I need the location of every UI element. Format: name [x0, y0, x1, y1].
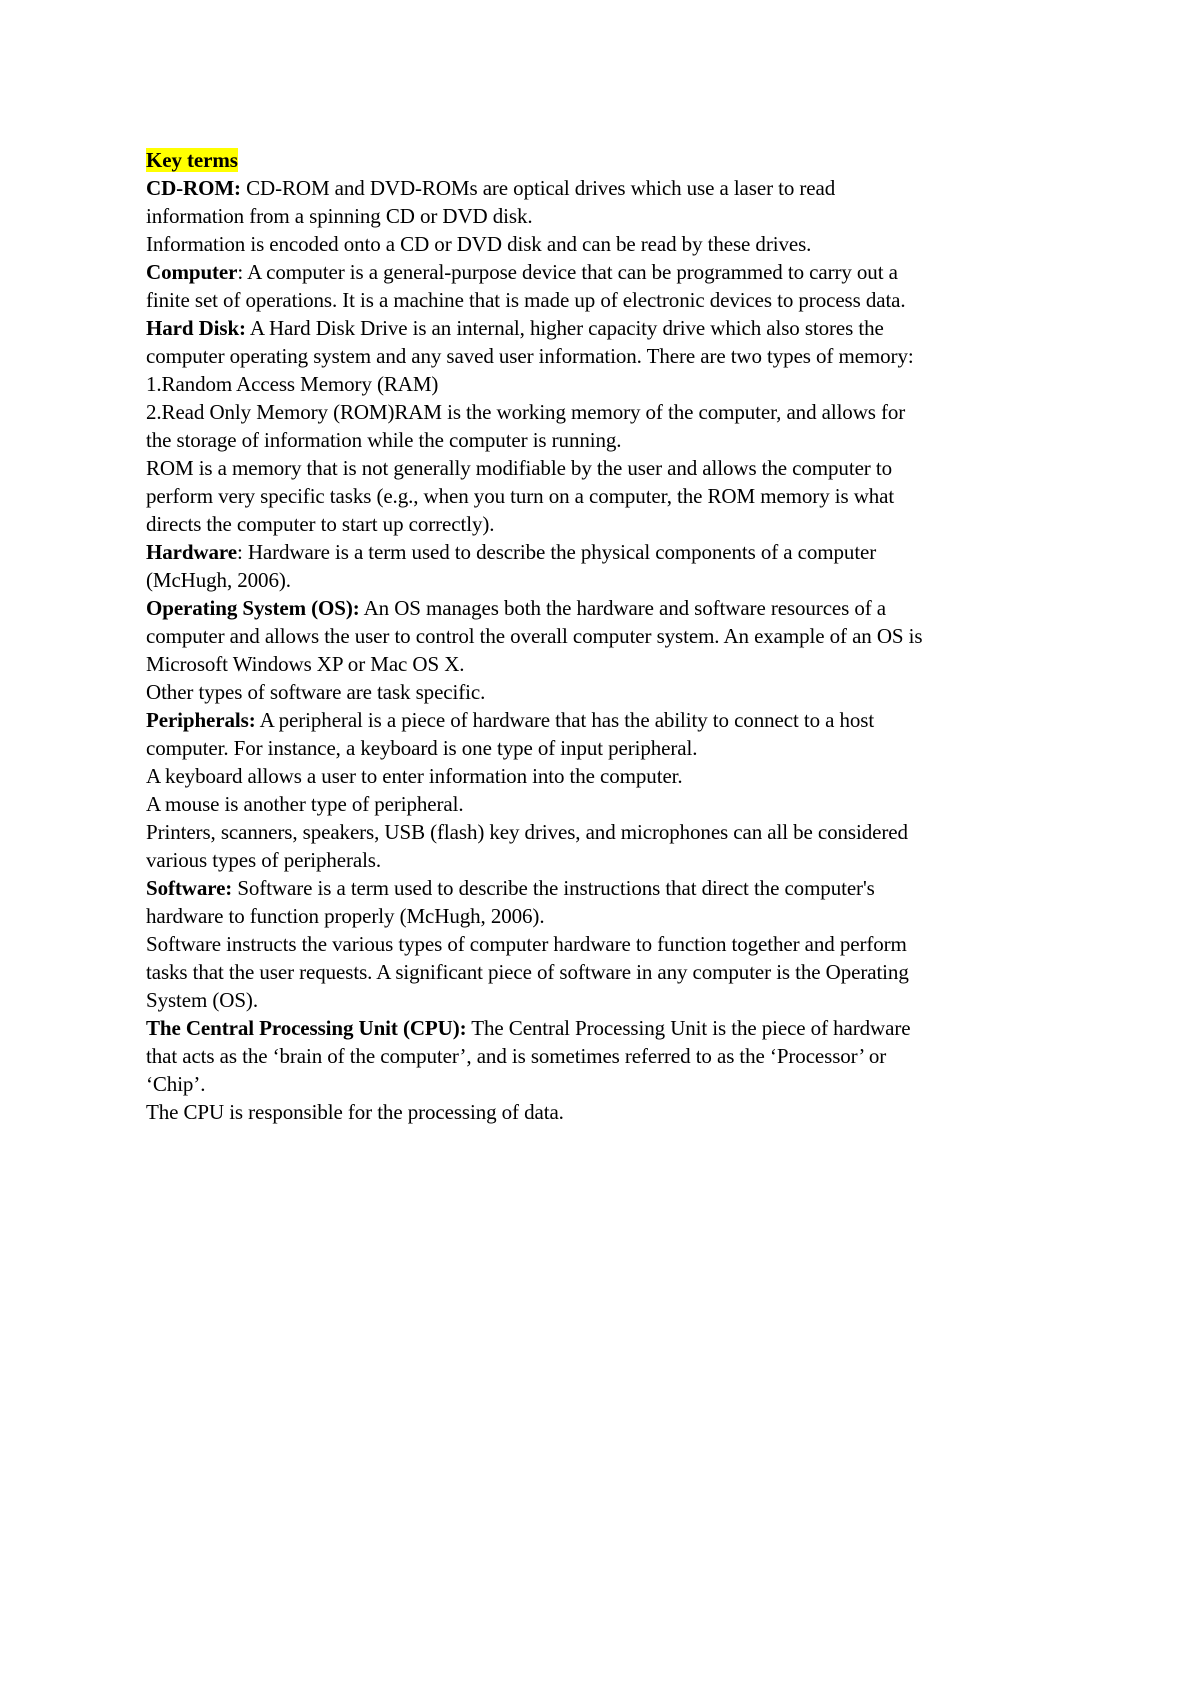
text-line [146, 1070, 1076, 1098]
line-text: ‘Chip’. [146, 1072, 206, 1096]
line-text: the storage of information while the computer is running. [146, 428, 622, 452]
term-label: Computer [146, 260, 238, 284]
line-text: The Central Processing Unit is the piece of hardware [466, 1016, 911, 1040]
text-line [146, 846, 1076, 874]
text-line [146, 510, 1076, 538]
line-text: : A computer is a general-purpose device that can be programmed to carry out a [237, 260, 898, 284]
line-text: : Hardware is a term used to describe the physical components of a computer [236, 540, 877, 564]
key-terms-list [146, 174, 1076, 1126]
line-text: Other types of software are task specific. [146, 680, 486, 704]
text-line [146, 874, 1076, 902]
text-line [146, 790, 1076, 818]
text-line [146, 762, 1076, 790]
term-label: The Central Processing Unit (CPU): [146, 1016, 467, 1040]
term-label: Operating System (OS): [146, 596, 360, 620]
line-text: tasks that the user requests. A significant piece of software in any computer is the Operating [146, 960, 909, 984]
line-text: information from a spinning CD or DVD disk. [146, 204, 533, 228]
text-line [146, 482, 1076, 510]
line-text: various types of peripherals. [146, 848, 382, 872]
heading-line [146, 146, 1076, 174]
text-line [146, 174, 1076, 202]
line-text: A peripheral is a piece of hardware that has the ability to connect to a host [255, 708, 875, 732]
text-line [146, 454, 1076, 482]
line-text: A mouse is another type of peripheral. [146, 792, 464, 816]
text-line [146, 958, 1076, 986]
line-text: 2.Read Only Memory (ROM)RAM is the working memory of the computer, and allows for [146, 400, 906, 424]
text-line [146, 538, 1076, 566]
text-line [146, 566, 1076, 594]
line-text: hardware to function properly (McHugh, 2006). [146, 904, 545, 928]
text-line [146, 594, 1076, 622]
line-text: computer and allows the user to control the overall computer system. An example of an OS is [146, 624, 923, 648]
term-label: Hard Disk: [146, 316, 246, 340]
line-text: Microsoft Windows XP or Mac OS X. [146, 652, 465, 676]
text-line [146, 230, 1076, 258]
line-text: Information is encoded onto a CD or DVD disk and can be read by these drives. [146, 232, 812, 256]
line-text: computer. For instance, a keyboard is one type of input peripheral. [146, 736, 698, 760]
text-line [146, 706, 1076, 734]
line-text: perform very specific tasks (e.g., when you turn on a computer, the ROM memory is what [146, 484, 895, 508]
text-line [146, 818, 1076, 846]
page-heading: Key terms [146, 148, 238, 172]
text-line [146, 314, 1076, 342]
term-label: Hardware [146, 540, 237, 564]
term-label: CD-ROM: [146, 176, 241, 200]
text-line [146, 258, 1076, 286]
text-line [146, 286, 1076, 314]
text-line [146, 678, 1076, 706]
line-text: Software is a term used to describe the instructions that direct the computer's [232, 876, 875, 900]
line-text: 1.Random Access Memory (RAM) [146, 372, 439, 396]
term-label: Software: [146, 876, 233, 900]
line-text: directs the computer to start up correctly). [146, 512, 495, 536]
text-line [146, 1014, 1076, 1042]
text-line [146, 622, 1076, 650]
line-text: computer operating system and any saved user information. There are two types of memory: [146, 344, 914, 368]
text-line [146, 734, 1076, 762]
line-text: Software instructs the various types of computer hardware to function together and perform [146, 932, 907, 956]
line-text: A keyboard allows a user to enter information into the computer. [146, 764, 683, 788]
text-line [146, 370, 1076, 398]
line-text: An OS manages both the hardware and software resources of a [359, 596, 887, 620]
line-text: that acts as the ‘brain of the computer’, and is sometimes referred to as the ‘Processor’ or [146, 1044, 887, 1068]
line-text: finite set of operations. It is a machine that is made up of electronic devices to process data. [146, 288, 906, 312]
text-line [146, 930, 1076, 958]
document-body [146, 146, 1076, 1126]
line-text: System (OS). [146, 988, 258, 1012]
line-text: (McHugh, 2006). [146, 568, 291, 592]
text-line [146, 902, 1076, 930]
line-text: Printers, scanners, speakers, USB (flash) key drives, and microphones can all be considered [146, 820, 908, 844]
text-line [146, 202, 1076, 230]
line-text: The CPU is responsible for the processing of data. [146, 1100, 564, 1124]
text-line [146, 986, 1076, 1014]
line-text: ROM is a memory that is not generally modifiable by the user and allows the computer to [146, 456, 892, 480]
text-line [146, 1042, 1076, 1070]
line-text: CD-ROM and DVD-ROMs are optical drives which use a laser to read [240, 176, 836, 200]
term-label: Peripherals: [146, 708, 256, 732]
text-line [146, 650, 1076, 678]
text-line [146, 426, 1076, 454]
text-line [146, 342, 1076, 370]
text-line [146, 1098, 1076, 1126]
line-text: A Hard Disk Drive is an internal, higher capacity drive which also stores the [245, 316, 884, 340]
text-line [146, 398, 1076, 426]
